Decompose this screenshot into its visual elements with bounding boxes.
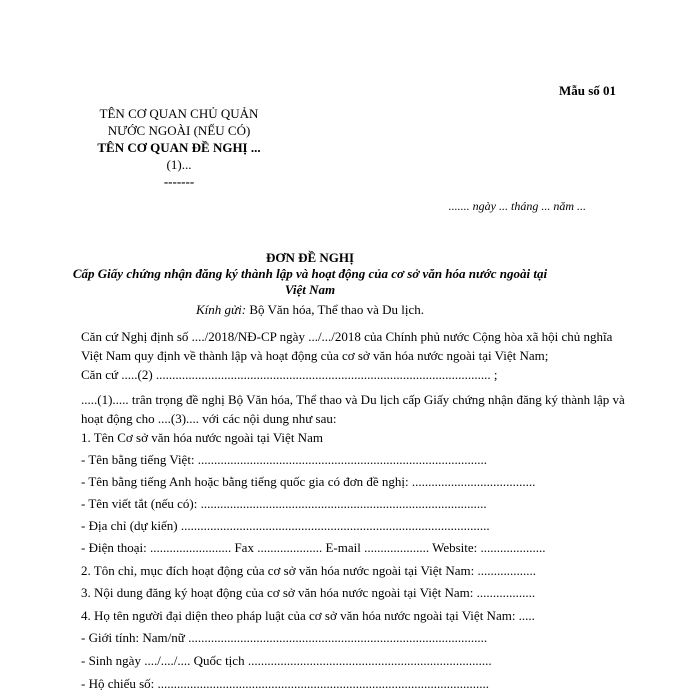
item-line-9: 4. Họ tên người đại diện theo pháp luật của cơ sở văn hóa nước ngoài tại Việt Nam: ..... [81, 608, 535, 623]
item-line-2: - Tên bằng tiếng Việt: ......................................................................................... [81, 452, 488, 467]
title-subtitle-line1: Cấp Giấy chứng nhận đăng ký thành lập và hoạt động của cơ sở văn hóa nước ngoài tại [72, 266, 548, 281]
managing-agency-line2: NƯỚC NGOÀI (NẾU CÓ) [107, 123, 251, 138]
agency-header [60, 105, 298, 190]
basis-decree-paragraph: Căn cứ Nghị định số ..../2018/NĐ-CP ngày .../.../2018 của Chính phủ nước Cộng hòa xã hội chủ nghĩa Việt Nam quy định về thành lập và hoạt động của cơ sở văn hóa nước ngoài tại Việt Nam; [81, 329, 613, 363]
managing-agency-line1: TÊN CƠ QUAN CHỦ QUẢN [99, 106, 259, 121]
item-line-11: - Sinh ngày ..../..../.... Quốc tịch ........................................................................... [81, 653, 492, 668]
item-line-6: - Điện thoại: ......................... Fax .................... E-mail .................... Website: .................... [81, 540, 546, 555]
item-line-4: - Tên viết tắt (nếu có): ........................................................................................ [81, 496, 487, 511]
basis-other-line: Căn cứ .....(2) ....................................................................................................... ; [81, 367, 498, 382]
document-title [60, 250, 560, 298]
item-line-10: - Giới tính: Nam/nữ ............................................................................................ [81, 630, 488, 645]
form-number: Mẫu số 01 [558, 83, 616, 98]
title-subtitle-line2: Việt Nam [284, 282, 336, 297]
requesting-agency-ref: (1)... [166, 157, 192, 172]
request-paragraph: .....(1)..... trân trọng đề nghị Bộ Văn hóa, Thể thao và Du lịch cấp Giấy chứng nhận đăng ký thành lập và hoạt động cho ....(3).... với các nội dung như sau: [81, 392, 625, 426]
item-line-1: 1. Tên Cơ sở văn hóa nước ngoài tại Việt Nam [81, 430, 323, 445]
title-main: ĐƠN ĐỀ NGHỊ [265, 250, 355, 265]
item-line-3: - Tên bằng tiếng Anh hoặc bằng tiếng quốc gia có đơn đề nghị: ...................................... [81, 474, 536, 489]
item-line-7: 2. Tôn chỉ, mục đích hoạt động của cơ sở văn hóa nước ngoài tại Việt Nam: .................. [81, 563, 536, 578]
item-line-12: - Hộ chiếu số: ...................................................................................................... [81, 676, 490, 691]
item-line-8: 3. Nội dung đăng ký hoạt động của cơ sở văn hóa nước ngoài tại Việt Nam: .................. [81, 585, 536, 600]
greeting-label: Kính gửi: [196, 302, 247, 317]
greeting [60, 302, 560, 318]
item-line-5: - Địa chỉ (dự kiến) ............................................................................................... [81, 518, 490, 533]
greeting-recipient: Bộ Văn hóa, Thể thao và Du lịch. [246, 302, 424, 317]
date-line: ....... ngày ... tháng ... năm ... [448, 199, 586, 213]
requesting-agency: TÊN CƠ QUAN ĐỀ NGHỊ ... [97, 140, 261, 155]
header-separator: ------- [163, 174, 195, 189]
